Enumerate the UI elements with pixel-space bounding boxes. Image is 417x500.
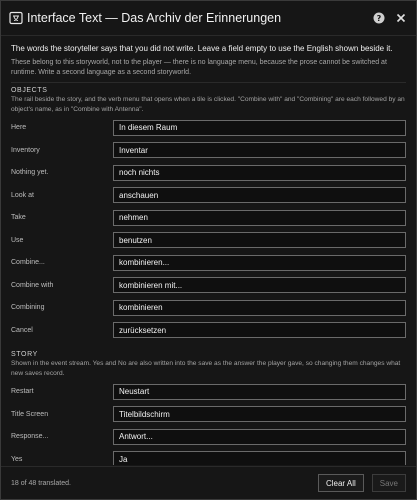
translation-input[interactable]: [113, 165, 406, 181]
field-row: [11, 450, 406, 465]
field-row: [11, 186, 406, 205]
field-label: Combine...: [11, 259, 45, 267]
translation-input[interactable]: [113, 232, 406, 248]
field-label: Look at: [11, 191, 34, 199]
dialog-body: [11, 43, 406, 465]
translation-input[interactable]: [113, 120, 406, 136]
field-row: [11, 163, 406, 182]
dialog-footer: [1, 466, 416, 499]
field-label: Nothing yet.: [11, 169, 49, 177]
translation-input[interactable]: [113, 142, 406, 158]
translation-input[interactable]: [113, 187, 406, 203]
story-rows: [11, 382, 406, 465]
field-label: Restart: [11, 388, 34, 396]
title-bar: [1, 1, 416, 36]
field-label: Combine with: [11, 281, 54, 289]
field-row: [11, 118, 406, 137]
translation-input[interactable]: [113, 384, 406, 400]
field-label: Combining: [11, 304, 45, 312]
field-label: Response...: [11, 433, 49, 441]
field-label: Use: [11, 236, 24, 244]
field-label: Take: [11, 214, 26, 222]
help-button[interactable]: [372, 11, 386, 25]
close-icon: [396, 13, 406, 23]
section-title-story: STORY: [11, 351, 38, 359]
intro-text: The words the storyteller says that you did not write. Leave a field empty to use the English shown beside it.: [11, 44, 393, 53]
field-label: Here: [11, 124, 27, 132]
field-label: Inventory: [11, 146, 40, 154]
translation-input[interactable]: [113, 255, 406, 271]
field-label: Yes: [11, 455, 23, 463]
close-button[interactable]: [394, 11, 408, 25]
field-row: [11, 141, 406, 160]
field-row: [11, 208, 406, 227]
translation-status: 18 of 48 translated.: [11, 479, 71, 487]
translation-input[interactable]: [113, 210, 406, 226]
field-row: [11, 427, 406, 446]
fields-scroll-area[interactable]: [11, 82, 406, 465]
svg-text:?: ?: [376, 14, 382, 23]
dialog-title: Interface Text — Das Archiv der Erinnerungen: [27, 11, 282, 25]
translation-input[interactable]: [113, 277, 406, 293]
section-desc-objects: The rail beside the story, and the verb menu that opens when a tile is clicked. "Combine with" and "Combining" are each followed by an object's name, as in "Combine with Antenna".: [11, 96, 405, 113]
field-row: [11, 253, 406, 272]
section-desc-story: Shown in the event stream. Yes and No are also written into the save as the answer the player gave, so changing them changes what new saves record.: [11, 360, 401, 377]
translate-icon: [9, 11, 23, 25]
field-row: [11, 382, 406, 401]
translation-input[interactable]: [113, 406, 406, 422]
field-row: [11, 276, 406, 295]
question-circle-icon: [373, 12, 385, 24]
field-row: [11, 405, 406, 424]
save-button[interactable]: Save: [372, 474, 406, 492]
intro-subtext: These belong to this storyworld, not to the player — there is no language menu, because the prose cannot be switched at runtime. Write a second language as a second storyworld.: [11, 59, 387, 76]
objects-rows: [11, 118, 406, 340]
translation-input[interactable]: [113, 451, 406, 465]
field-row: [11, 298, 406, 317]
translation-input[interactable]: [113, 322, 406, 338]
section-title-objects: OBJECTS: [11, 87, 48, 94]
field-row: [11, 321, 406, 340]
field-label: Title Screen: [11, 410, 49, 418]
translation-input[interactable]: [113, 300, 406, 316]
clear-all-button[interactable]: Clear All: [318, 474, 364, 492]
translation-input[interactable]: [113, 429, 406, 445]
field-label: Cancel: [11, 326, 33, 334]
field-row: [11, 231, 406, 250]
